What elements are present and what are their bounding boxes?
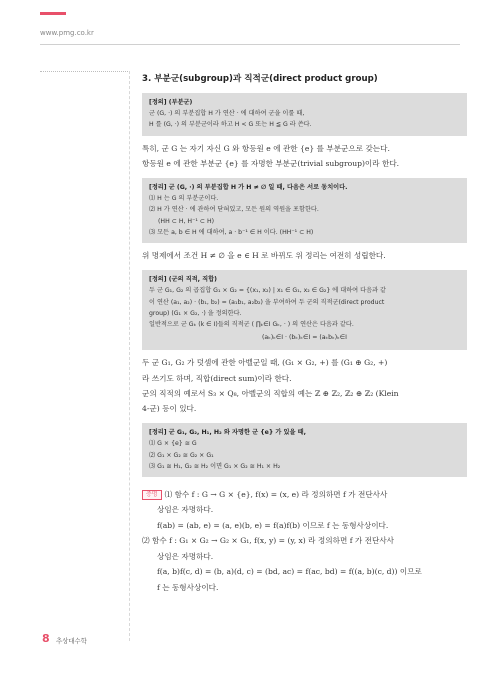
- theorem-subgroup-box: [142, 178, 467, 243]
- theorem-item-2: ⑵ H 가 연산 · 에 관하여 닫혀있고, 모든 원의 역원을 포함한다.: [149, 206, 319, 214]
- definition-title: [정의] (부분군): [149, 99, 193, 106]
- paragraph-line: 항등원 e 에 관한 부분군 {e} 를 자명한 부분군(trivial subgroup)이라 한다.: [142, 158, 400, 168]
- proof-line: 상임은 자명하다.: [157, 551, 214, 561]
- paragraph-direct-sum: [142, 355, 467, 416]
- paragraph-line: 특히, 군 G 는 자기 자신 G 와 항등원 e 에 관한 {e} 를 부분군으로 갖는다.: [142, 143, 390, 153]
- section-title: 3. 부분군(subgroup)과 직적군(direct product group): [142, 74, 378, 84]
- proof-block: [142, 487, 467, 595]
- theorem-product-box: [142, 423, 467, 477]
- theorem-title: [정리] 군 (G, ·) 의 부분집합 H 가 H ≠ ∅ 일 때, 다음은 서로 동치이다.: [149, 184, 348, 192]
- definition-line: group) (G₁ × G₂, ·) 을 정의한다.: [149, 309, 242, 317]
- theorem-item-3: ⑶ 모든 a, b ∈ H 에 대하여, a · b⁻¹ ∈ H 이다. (HH⁻¹ ⊂ H): [149, 228, 314, 236]
- proof-line: f 는 동형사상이다.: [157, 582, 219, 592]
- definition-title: [정의] (군의 직적, 직합): [149, 276, 217, 284]
- theorem-title: [정리] 군 G₁, G₂, H₁, H₂ 와 자명한 군 {e} 가 있을 때,: [149, 429, 306, 437]
- book-title-label: 추상대수학: [56, 637, 87, 645]
- theorem-item-1: ⑴ G × {e} ≅ G: [149, 440, 197, 448]
- proof-text: ⑴ 함수 f : G → G × {e}, f(x) = (x, e) 라 정의하면 f 가 전단사사: [164, 490, 388, 500]
- proof-line: f(ab) = (ab, e) = (a, e)(b, e) = f(a)f(b) 이므로 f 는 동형사상이다.: [157, 520, 389, 530]
- proof-line: [142, 487, 467, 502]
- definition-line: 이 연산 (a₁, a₂) · (b₁, b₂) = (a₁b₁, a₂b₂) 을 부여하여 두 군의 직적군(direct product: [149, 298, 385, 306]
- margin-dotted-rule: [40, 71, 130, 72]
- proof-line: ⑵ 함수 f : G₁ × G₂ → G₂ × G₁, f(x, y) = (y, x) 라 정의하면 f 가 전단사사: [142, 536, 395, 546]
- definition-line: 군 (G, ·) 의 부분집합 H 가 연산 · 에 대하여 군을 이룰 때,: [149, 110, 305, 118]
- margin-dashed-rule: [129, 71, 130, 641]
- definition-subgroup-box: [142, 93, 467, 136]
- proof-line: 상임은 자명하다.: [157, 505, 214, 515]
- theorem-item-3: ⑶ G₁ ≅ H₁, G₂ ≅ H₂ 이면 G₁ × G₂ ≅ H₁ × H₂: [149, 462, 281, 470]
- site-url[interactable]: www.pmg.co.kr: [40, 29, 94, 37]
- paragraph-line: 두 군 G₁, G₂ 가 덧셈에 관한 아벨군일 때, (G₁ × G₂, +) 를 (G₁ ⊕ G₂, +): [142, 358, 388, 368]
- definition-line: H 를 (G, ·) 의 부분군이라 하고 H < G 또는 H ≦ G 라 쓴다.: [149, 121, 312, 129]
- paragraph-condition-note: 위 명제에서 조건 H ≠ ∅ 을 e ∈ H 로 바뀌도 위 정리는 여전히 성립한다.: [142, 251, 386, 261]
- paragraph-trivial-subgroup: [142, 141, 467, 171]
- theorem-item-2-formula: (HH ⊂ H, H⁻¹ ⊂ H): [158, 217, 215, 225]
- paragraph-line: 4-군) 등이 있다.: [142, 404, 197, 414]
- header-accent-bar: [40, 12, 66, 15]
- theorem-item-2: ⑵ G₁ × G₂ ≅ G₂ × G₁: [149, 451, 214, 459]
- definition-line: 일반적으로 군 Gₖ (k ∈ I)들의 직적군 ( ∏ₖ∈I Gₖ, · ) 의 연산은 다음과 같다.: [149, 321, 354, 329]
- definition-line: 두 군 G₁, G₂ 의 곱집합 G₁ × G₂ = {(x₁, x₂) | x₁ ∈ G₁, x₂ ∈ G₂} 에 대하여 다음과 같: [149, 287, 387, 295]
- paragraph-line: 라 쓰기도 하며, 직합(direct sum)이라 한다.: [142, 373, 292, 383]
- proof-line: f(a, b)f(c, d) = (b, a)(d, c) = (bd, ac) = f(ac, bd) = f((a, b)(c, d)) 이므로: [157, 567, 422, 577]
- header-rule: [40, 44, 460, 45]
- theorem-item-1: ⑴ H 는 G 의 부분군이다.: [149, 195, 219, 203]
- main-content: [142, 72, 467, 595]
- product-operation-formula: (aₖ)ₖ∈I · (bₖ)ₖ∈I = (aₖbₖ)ₖ∈I: [261, 334, 348, 342]
- paragraph-line: 군의 직적의 예로서 S₃ × Q₈, 아벨군의 직합의 예는 ℤ ⊕ ℤ₂, ℤ₂ ⊕ ℤ₂ (Klein: [142, 388, 399, 398]
- definition-direct-product-box: [142, 270, 467, 350]
- page-number: 8: [42, 632, 50, 645]
- proof-badge: 증명: [142, 490, 162, 500]
